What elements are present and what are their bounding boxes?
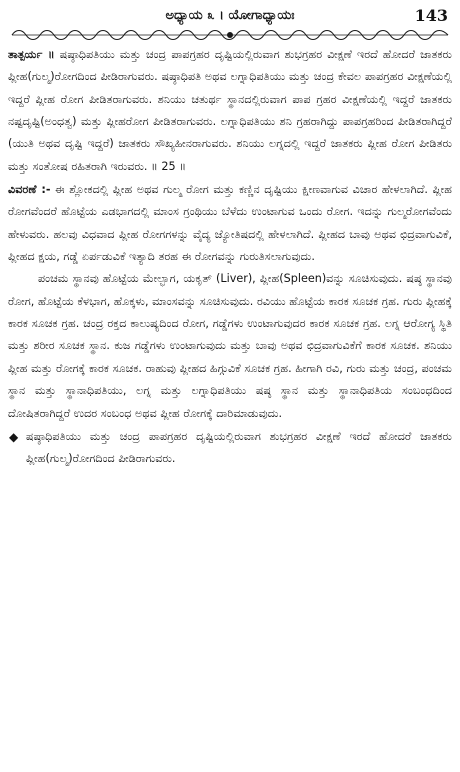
- ornamental-divider-icon: [8, 28, 452, 42]
- text-tatparya: ಷಷ್ಠಾಧಿಪತಿಯು ಮತ್ತು ಚಂದ್ರ ಪಾಪಗ್ರಹರ ದೃಷ್ಟಿಯಲ್ಲಿರುವಾಗ ಶುಭಗ್ರಹರ ವೀಕ್ಷಣೆ ಇರದೆ ಹೋದರೆ ಜಾತಕರು ಪ್ಲೀಹ(ಗುಲ್ಮ)ರೋಗದಿಂದ ಪೀಡಿರಾಗುವರು. ಷಷ್ಠಾಧಿಪತಿ ಅಥವ ಲಗ್ನಾಧಿಪತಿಯು ಮತ್ತು ಚಂದ್ರ ಕೇವಲ ಪಾಪಗ್ರಹರ ವೀಕ್ಷಣೆಯಲ್ಲಿ ಇದ್ದರೆ ಪ್ಲೀಹ ರೋಗ ಪೀಡಿತರಾಗುವರು. ಶನಿಯು ಚತುರ್ಥ ಸ್ಥಾನದಲ್ಲಿರುವಾಗ ಪಾಪ ಗ್ರಹರ ವೀಕ್ಷಣೆಯಲ್ಲಿ ಇದ್ದರೆ ಜಾತಕರು ನಷ್ಟದೃಷ್ಟಿ(ಅಂಧತ್ವ) ಮತ್ತು ಪ್ಲೀಹರೋಗ ಪೀಡಿತರಾಗುವರು. ಲಗ್ನಾಧಿಪತಿಯು ಶನಿ ಗ್ರಹರಾಗಿದ್ದು ಪಾಪಗ್ರಹರಿಂದ ಪೀಡಿತರಾಗಿದ್ದರೆ (ಯುತಿ ಅಥವ ದೃಷ್ಟಿ ಇದ್ದರೆ) ಜಾತಕರು ಸೌಖ್ಯಹೀನರಾಗುವರು. ಶನಿಯು ಲಗ್ನದಲ್ಲಿ ಇದ್ದರೆ ಜಾತಕರು ಪ್ಲೀಹ ರೋಗ ಪೀಡಿತರು ಮತ್ತು ಸಂತೋಷ ರಹಿತರಾಗಿ ಇರುವರು. ॥ 25 ॥: [8, 48, 452, 173]
- bullet-note-text: ಷಷ್ಠಾಧಿಪತಿಯು ಮತ್ತು ಚಂದ್ರ ಪಾಪಗ್ರಹರ ದೃಷ್ಟಿಯಲ್ಲಿರುವಾಗ ಶುಭಗ್ರಹರ ವೀಕ್ಷಣೆ ಇರದೆ ಹೋದರೆ ಜಾತಕರು ಪ್ಲೀಹ(ಗುಲ್ಮ)ರೋಗದಿಂದ ಪೀಡಿರಾಗುವರು.: [26, 429, 452, 466]
- paragraph-tatparya: [8, 44, 452, 178]
- text-vivarane: ಈ ಶ್ಲೋಕದಲ್ಲಿ ಪ್ಲೀಹ ಅಥವ ಗುಲ್ಮ ರೋಗ ಮತ್ತು ಕಣ್ಣಿನ ದೃಷ್ಟಿಯು ಕ್ಷೀಣವಾಗುವ ವಿಚಾರ ಹೇಳಲಾಗಿದೆ. ಪ್ಲೀಹ ರೋಗವೆಂದರೆ ಹೊಟ್ಟೆಯ ಎಡಭಾಗದಲ್ಲಿ ಮಾಂಸ ಗ್ರಂಥಿಯು ಬೆಳೆದು ಉಂಟಾಗುವ ಒಂದು ರೋಗ. ಇದನ್ನು ಗುಲ್ಮರೋಗವೆಂದು ಹೇಳುವರು. ಹಲವು ವಿಧವಾದ ಪ್ಲೀಹ ರೋಗಗಳನ್ನು ವೈದ್ಯ ಜ್ಯೋತಿಷದಲ್ಲಿ ಹೇಳಲಾಗಿದೆ. ಪ್ಲೀಹದ ಬಾವು ಅಥವ ಛಿದ್ರವಾಗುವಿಕೆ, ಪ್ಲೀಹದ ಕ್ಷಯ, ಗಡ್ಡೆ ಏರ್ಪಡುವಿಕೆ ಇತ್ಯಾದಿ ತರಹ ಈ ರೋಗವನ್ನು ಗುರುತಿಸಲಾಗುವುದು.: [8, 183, 452, 264]
- heading-tatparya: ತಾತ್ಪರ್ಯ ॥: [8, 48, 55, 61]
- paragraph-vivarane: [8, 179, 452, 268]
- heading-vivarane: ವಿವರಣೆ :-: [8, 183, 51, 197]
- page-header: [8, 6, 452, 28]
- running-head: ಅಧ್ಯಾಯ ೩ । ಯೋಗಾಧ್ಯಾಯಃ: [165, 8, 295, 23]
- page-number: 143: [414, 6, 448, 25]
- paragraph-panchama: [8, 268, 452, 424]
- text-panchama: ಪಂಚಮ ಸ್ಥಾನವು ಹೊಟ್ಟೆಯ ಮೇಲ್ಭಾಗ, ಯಕೃತ್ (Liver), ಪ್ಲೀಹ(Spleen)ವನ್ನು ಸೂಚಿಸುವುದು. ಷಷ್ಠ ಸ್ಥಾನವು ರೋಗ, ಹೊಟ್ಟೆಯ ಕೆಳಭಾಗ, ಹೊಕ್ಕಳು, ಮಾಂಸವನ್ನು ಸೂಚಿಸುವುದು. ರವಿಯು ಹೊಟ್ಟೆಯ ಕಾರಕ ಸೂಚಕ ಗ್ರಹ. ಗುರು ಪ್ಲೀಹಕ್ಕೆ ಕಾರಕ ಸೂಚಕ ಗ್ರಹ. ಚಂದ್ರ ರಕ್ತದ ಕಾಲುಷ್ಯದಿಂದ ರೋಗ, ಗಡ್ಡೆಗಳು ಉಂಟಾಗುವುದರ ಕಾರಕ ಸೂಚಕ ಗ್ರಹ. ಲಗ್ನ ಆರೋಗ್ಯ ಸ್ಥಿತಿ ಮತ್ತು ಶರೀರ ಸೂಚಕ ಸ್ಥಾನ. ಕುಜ ಗಡ್ಡೆಗಳು ಉಂಟಾಗುವುದು ಮತ್ತು ಬಾವು ಅಥವ ಛಿದ್ರವಾಗುವಿಕೆಗೆ ಕಾರಕ ಸೂಚಕ. ಶನಿಯು ಪ್ಲೀಹ ಮತ್ತು ರೋಗಕ್ಕೆ ಕಾರಕ ಸೂಚಕ. ರಾಹುವು ಪ್ಲೀಹದ ಹಿಗ್ಗುವಿಕೆ ಸೂಚಕ ಗ್ರಹ. ಹೀಗಾಗಿ ರವಿ, ಗುರು ಮತ್ತು ಚಂದ್ರ, ಪಂಚಮ ಸ್ಥಾನ ಮತ್ತು ಸ್ಥಾನಾಧಿಪತಿಯು, ಲಗ್ನ ಮತ್ತು ಲಗ್ನಾಧಿಪತಿಯು ಷಷ್ಠ ಸ್ಥಾನ ಮತ್ತು ಸ್ಥಾನಾಧಿಪತಿಯ ಸಂಬಂಧದಿಂದ ದೋಷಿತರಾಗಿದ್ದರೆ ಉದರ ಸಂಬಂಧ ಅಥವ ಪ್ಲೀಹ ರೋಗಕ್ಕೆ ದಾರಿಮಾಡುವುದು.: [8, 272, 452, 420]
- bullet-note: [8, 426, 452, 471]
- diamond-bullet-icon: ◆: [9, 429, 19, 444]
